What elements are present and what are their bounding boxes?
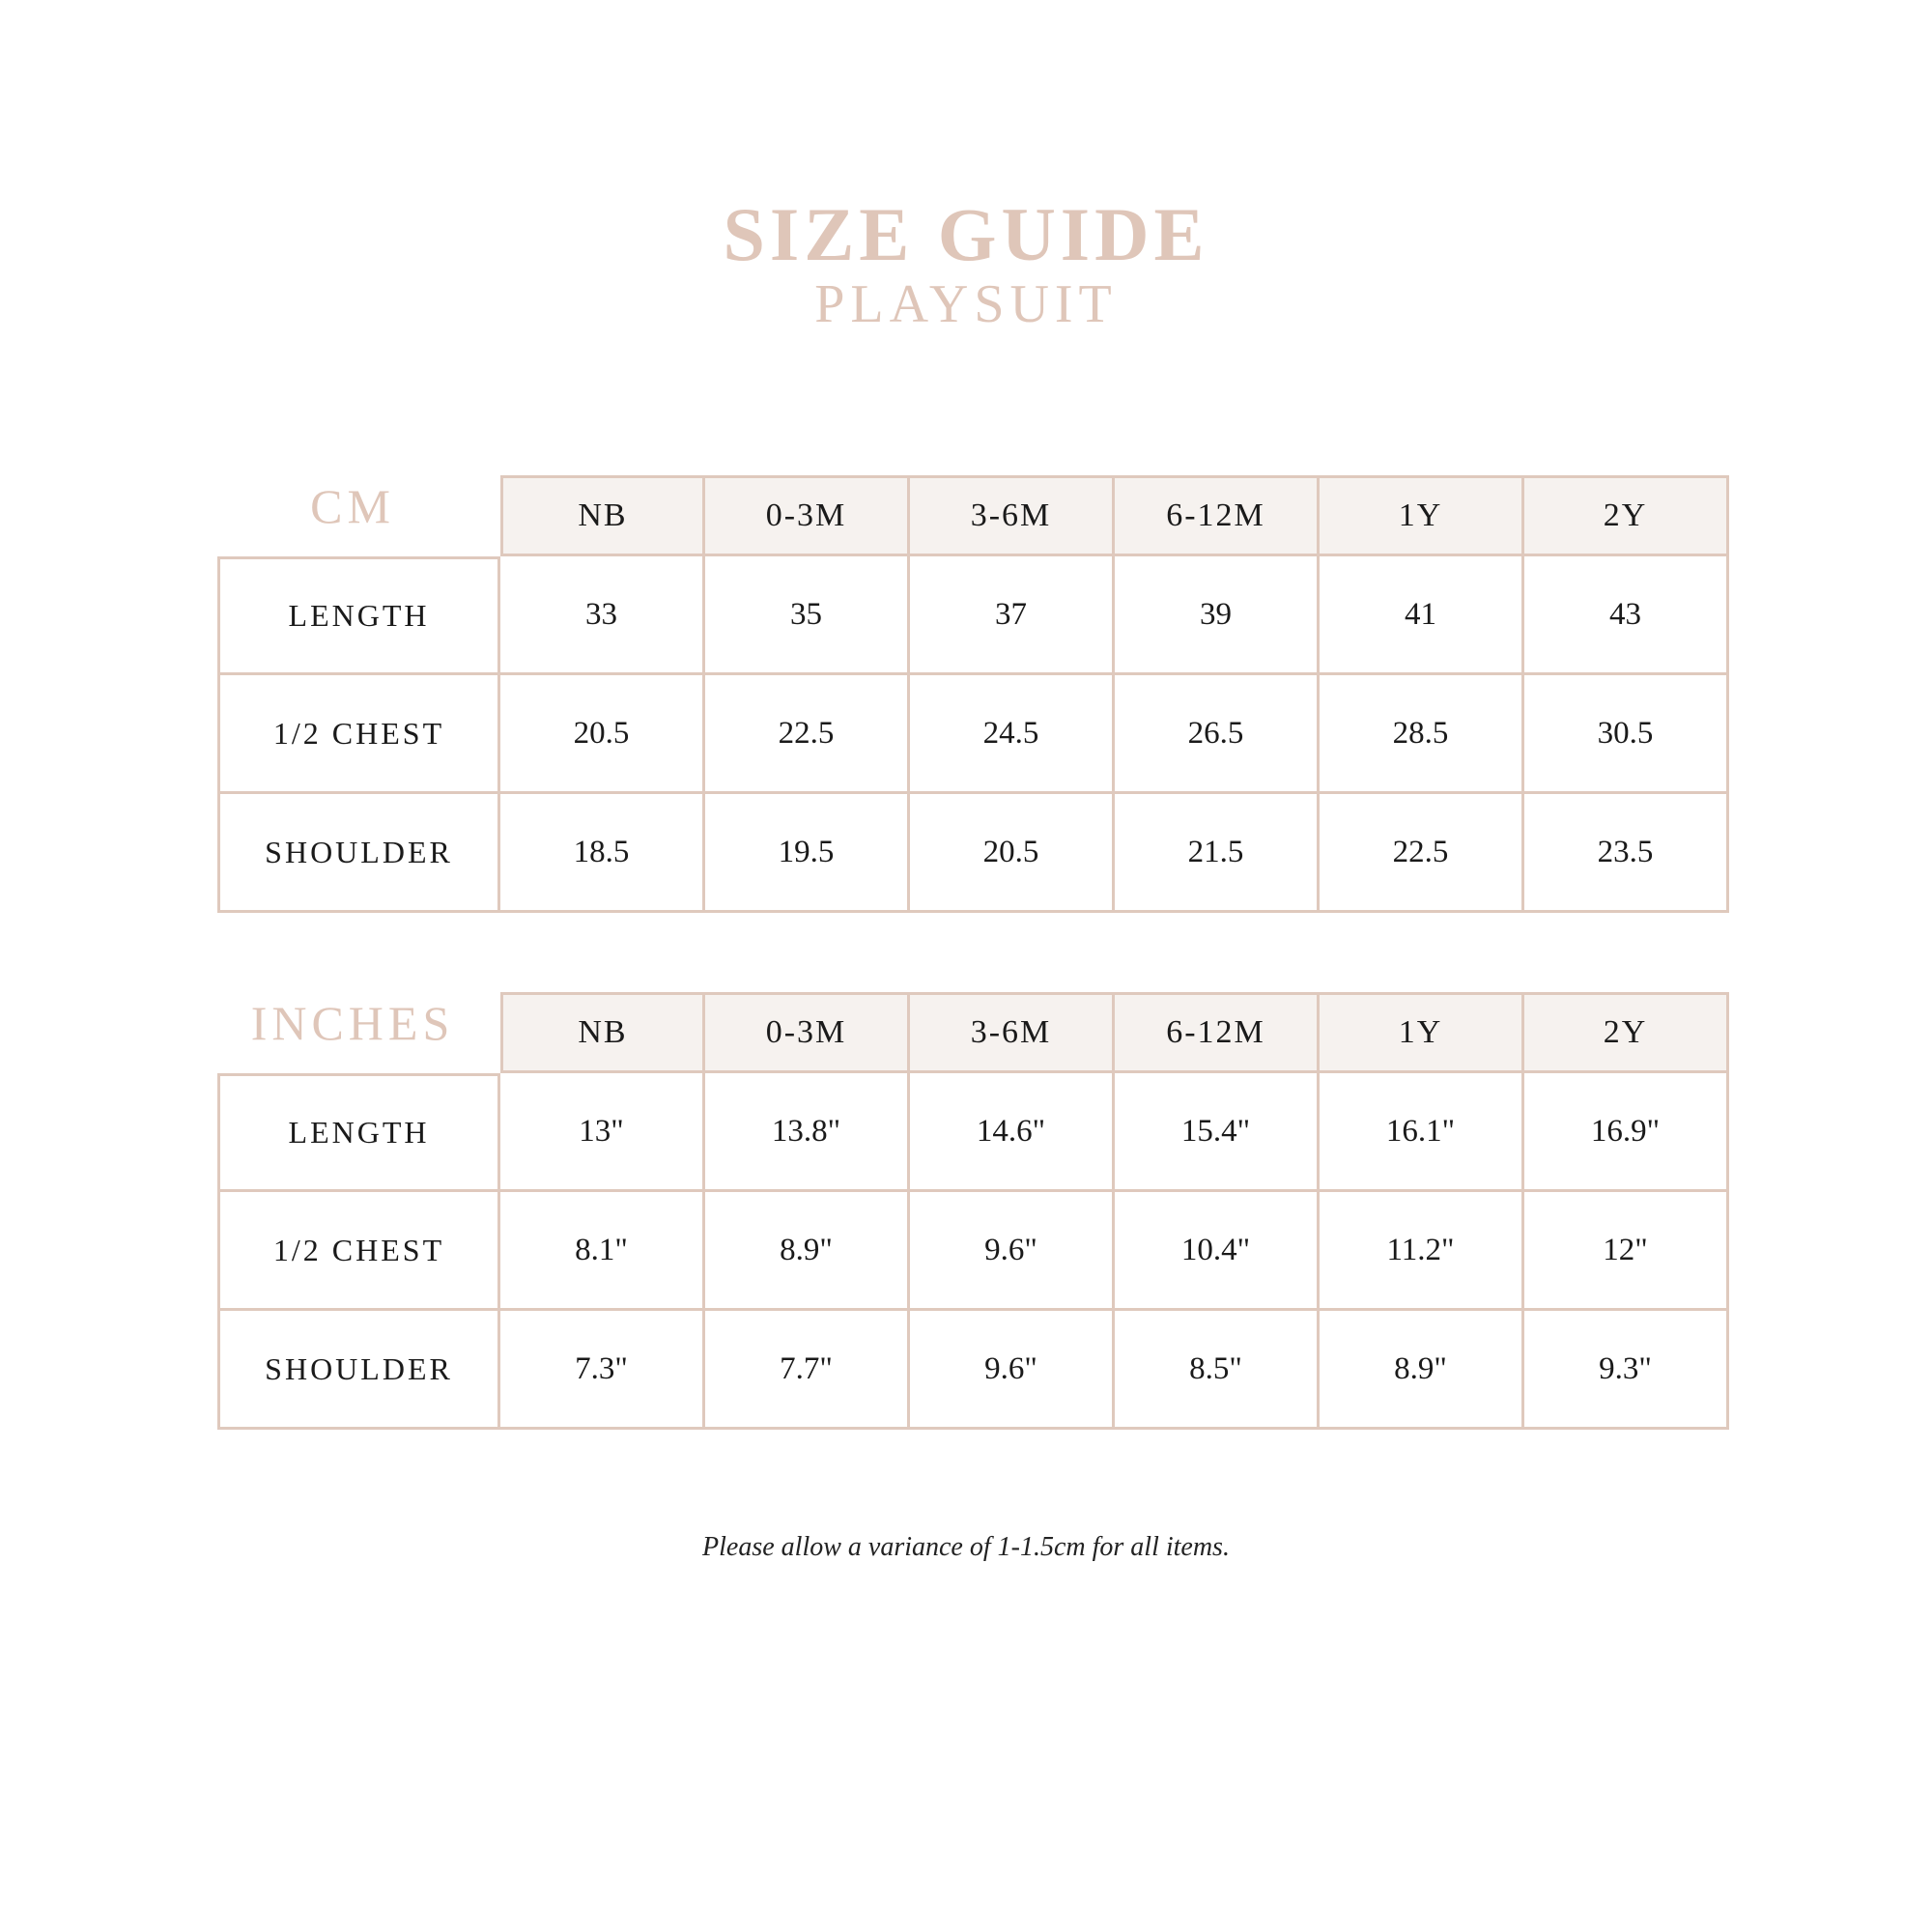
table-cell: 12"	[1524, 1192, 1729, 1311]
table-cell: 28.5	[1320, 675, 1524, 794]
table-cell: 8.1"	[500, 1192, 705, 1311]
table-cell: 37	[910, 556, 1115, 675]
table-cell: 20.5	[910, 794, 1115, 913]
table-corner	[217, 992, 500, 1073]
table-cell: 10.4"	[1115, 1192, 1320, 1311]
table-cell: 9.6"	[910, 1311, 1115, 1430]
table-cell: 43	[1524, 556, 1729, 675]
column-header: 1Y	[1320, 992, 1524, 1073]
column-header: NB	[500, 992, 705, 1073]
table-cell: 35	[705, 556, 910, 675]
size-table-cm	[217, 475, 1729, 913]
table-cell: 16.1"	[1320, 1073, 1524, 1192]
table-cell: 13.8"	[705, 1073, 910, 1192]
table-cell: 9.6"	[910, 1192, 1115, 1311]
page-title: SIZE GUIDE	[723, 192, 1209, 276]
column-header: 0-3M	[705, 475, 910, 556]
table-cell: 39	[1115, 556, 1320, 675]
table-cell: 9.3"	[1524, 1311, 1729, 1430]
column-header: 2Y	[1524, 475, 1729, 556]
table-cell: 13"	[500, 1073, 705, 1192]
table-cell: 23.5	[1524, 794, 1729, 913]
row-label: SHOULDER	[217, 794, 500, 913]
table-cell: 14.6"	[910, 1073, 1115, 1192]
column-header: 2Y	[1524, 992, 1729, 1073]
table-corner	[217, 475, 500, 556]
table-cell: 21.5	[1115, 794, 1320, 913]
row-label: SHOULDER	[217, 1311, 500, 1430]
table-cell: 30.5	[1524, 675, 1729, 794]
table-cell: 7.3"	[500, 1311, 705, 1430]
unit-label-cm: CM	[310, 479, 395, 533]
table-cell: 16.9"	[1524, 1073, 1729, 1192]
table-cell: 11.2"	[1320, 1192, 1524, 1311]
column-header: 0-3M	[705, 992, 910, 1073]
variance-footnote: Please allow a variance of 1-1.5cm for all items.	[702, 1532, 1230, 1562]
table-cell: 22.5	[1320, 794, 1524, 913]
row-label: 1/2 CHEST	[217, 675, 500, 794]
column-header: 1Y	[1320, 475, 1524, 556]
table-cell: 8.9"	[1320, 1311, 1524, 1430]
column-header: 6-12M	[1115, 475, 1320, 556]
page-subtitle: PLAYSUIT	[814, 274, 1118, 334]
column-header: NB	[500, 475, 705, 556]
column-header: 3-6M	[910, 992, 1115, 1073]
table-cell: 8.5"	[1115, 1311, 1320, 1430]
table-cell: 26.5	[1115, 675, 1320, 794]
column-header: 6-12M	[1115, 992, 1320, 1073]
unit-label-inches: INCHES	[250, 996, 455, 1050]
column-header: 3-6M	[910, 475, 1115, 556]
row-label: LENGTH	[217, 1073, 500, 1192]
row-label: LENGTH	[217, 556, 500, 675]
table-cell: 18.5	[500, 794, 705, 913]
table-cell: 20.5	[500, 675, 705, 794]
table-cell: 41	[1320, 556, 1524, 675]
table-cell: 8.9"	[705, 1192, 910, 1311]
table-cell: 15.4"	[1115, 1073, 1320, 1192]
table-cell: 33	[500, 556, 705, 675]
row-label: 1/2 CHEST	[217, 1192, 500, 1311]
table-cell: 19.5	[705, 794, 910, 913]
table-cell: 24.5	[910, 675, 1115, 794]
size-table-inches	[217, 992, 1729, 1430]
table-cell: 7.7"	[705, 1311, 910, 1430]
table-cell: 22.5	[705, 675, 910, 794]
